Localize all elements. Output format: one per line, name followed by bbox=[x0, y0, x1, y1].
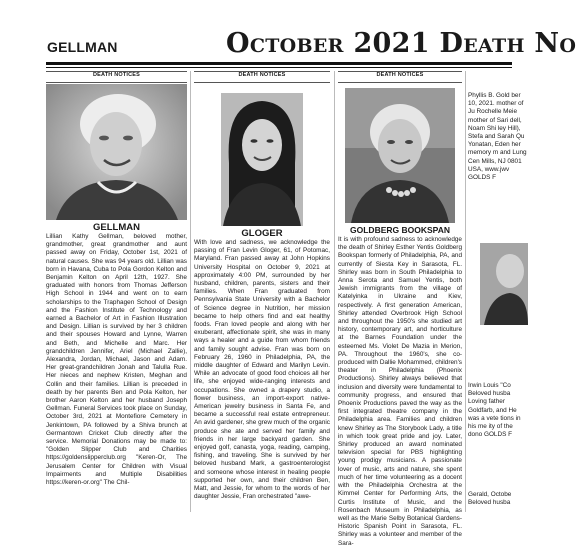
portrait-photo-partial bbox=[480, 243, 528, 325]
section-label: DEATH NOTICES bbox=[46, 71, 187, 83]
obituary-text: Phyllis B. Gold ber 10, 2021. mother of Ju Rochelle Meie mother of Sari dell, Noam Shi ley Hill), Stefa and Sarah Qu Yonatan, Eden her memory m and Lung Cen Mills, NJ 0801 USA, www.jwv GOLDS F bbox=[468, 92, 527, 182]
header-rule-thick bbox=[46, 62, 512, 65]
obituary-name: GOLDBERG BOOKSPAN bbox=[350, 225, 450, 235]
page-header-name: GELLMAN bbox=[47, 39, 118, 55]
portrait-goldberg-bookspan bbox=[345, 88, 455, 223]
obituary-text: It is with profound sadness to acknowledge the death of Shirley Esther Yentis Goldberg Bookspan formerly of Philadelphia, PA, and currently of Siesta Key in Sarasota, FL. Shirley was born in South Philadelphia to Anna Serota and Samuel Yentis, both Jewish immigrants from the village of Katelyinka in Ukraine and Kiev, respectively. A first generation American, Shirley attended Overbrook High School and throughout the 1950's she studied art history, contemporary art, and horticulture at the Barnes Foundation under the esteemed Ms. Violet De Mazia in Merion, PA. Throughout the 1960's, she co-produced with Dallie Mohammed, children's theater in Philadelphia (Phoenix Productions). Shirley always believed that inclusion and diversity were fundamental to community progress, and ensured that Phoenix Productions paved the way as the first integrated theatre company in the Philadelphia area. Families and children knew Shirley as The Storybook Lady, a title in which took great pride and joy. Later, Shirley produced an award nominated television special for PBS highlighting young prodigy musicians. A passionate lover of music, arts and nature, she spent much of her time volunteering as a docent with the Philadelphia Orchestra at the Kimmel Center for Performing Arts, the Curtis Institute of Music, and the Rosenbach Museum in Philadelphia, as well as the Marie Selby Botanical Gardens-Historic Spanish Point in Sarasota, FL. Shirley was a volunteer and member of the Sara- bbox=[338, 236, 462, 547]
header-rule-thin bbox=[46, 67, 512, 68]
section-label: DEATH NOTICES bbox=[194, 71, 330, 83]
column-divider bbox=[465, 71, 466, 512]
obituary-text: Irwin Louis "Co Beloved husba Loving father Goldfarb, and He was a vete tions in his me ity of the dono GOLDS F bbox=[468, 382, 521, 439]
obituary-goldberg-bookspan bbox=[338, 71, 462, 547]
section-label: DEATH NOTICES bbox=[338, 71, 462, 83]
obituary-name: GELLMAN bbox=[93, 222, 140, 233]
portrait-partial bbox=[480, 243, 528, 325]
portrait-gellman bbox=[46, 84, 187, 220]
portrait-photo bbox=[221, 93, 303, 226]
portrait-photo bbox=[46, 84, 187, 220]
portrait-gloger bbox=[221, 93, 303, 226]
obituary-gloger bbox=[194, 71, 330, 512]
portrait-photo bbox=[345, 88, 455, 223]
obituary-gellman bbox=[46, 71, 187, 512]
obituary-column-partial bbox=[468, 71, 528, 512]
obituary-text: Lillian Kathy Gellman, beloved mother, grandmother, great grandmother and aunt passed away on Friday, October 1st, 2021 of natural causes. She was 94 years old. Lillian was born in Havana, Cuba to Pola Gordon Kelton and Benjamin Kelton on April 12th, 1927. She graduated with honors from Thomas Jefferson High School in 1944 and went on to earn scholarships to the Traphagen School of Design and the Fashion Institute of Technology and earned a Bachelor of Art in Fashion Illustration and Design. Lillian is survived by her 3 children and their spouses Howard and Lynne, Warren and Beth, and Michelle and Marc. Her grandchildren Jennifer, Ariel (Michael Zallie), Alexandra, Jordan, Michael, Jason and Adam. Her great-grandchildren Jonah and Talulla Rue. Her nieces and nephew Kristen, Meghan and Collin and their families. Lillian is preceded in death by her parents Ben and Pola Kelton, her brother Aaron Kelton and her husband Joseph Gellman. Funeral Services took place on Sunday, October 3rd, 2021 at Montefiore Cemetery in Jenkintown, PA followed by a Shiva brunch at Germantown Cricket Club directly after the service. Memorial Donations may be made to: "Golden Slipper Club and Charities https://goldenslipperclub.org "Keren-Or, The Jerusalem Center for Children with Visual Impairments and Multiple Disabilities https://keren-or.org" The Chil- bbox=[46, 233, 187, 487]
page-header-title: October 2021 Death No bbox=[226, 28, 576, 59]
obituary-text: With love and sadness, we acknowledge the passing of Fran Levin Gloger, 61, of Potomac, Maryland. Fran passed away at John Hopkins University Hospital on October 9, 2021 at approximately 4:00 PM, surrounded by her husband, children, parents, sisters and their families. When Fran graduated from Pennsylvania State University with a Bachelor of Science degree in Nutrition, her mission became to help others find and eat healthy foods. Fran loved people and along with her exuberant, affectionate spirit, she was in many ways a healer and a guide from whom friends and family sought advise. Fran was born on February 26, 1960 in Philadelphia, PA, the middle daughter of Edward and Marilyn Levin. While an advocate of good food choices all her life, she enjoyed wide-ranging interests and occupations. She owned a drapery studio, a flower business, an import-export native-American jewelry business in Santa Fe, and became a successful real estate entrepreneur. An avid gardener, she grew much of the organic produce she ate and served her family and friends in her large backyard garden. She enjoyed golf, canasta, yoga, reading, camping, fishing, and traveling. She is survived by her beloved husband Mark, a gastroenterologist and someone whose interest in healing people supported her own, and their children Ben, Matt, and Jessie, for whom to the words of her daughter Jessie, Fran orchestrated "awe- bbox=[194, 239, 330, 501]
obituary-text: Gerald, Octobe Beloved husba bbox=[468, 491, 512, 507]
column-divider bbox=[334, 71, 335, 512]
obituary-name: GLOGER bbox=[241, 228, 283, 239]
column-divider bbox=[190, 71, 191, 512]
